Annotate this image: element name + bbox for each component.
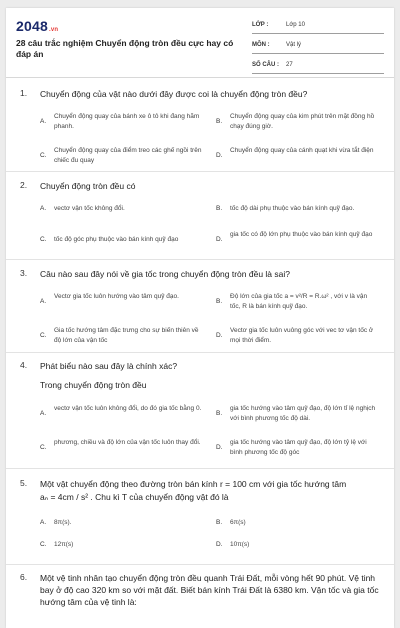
option-letter: B.: [216, 298, 223, 305]
meta-key: SỐ CÂU :: [252, 62, 279, 68]
option-letter: A.: [40, 410, 47, 417]
question-text: Phát biểu nào sau đây là chính xác?: [40, 361, 178, 371]
document-header: [6, 8, 394, 68]
option-text: Chuyển động quay của bánh xe ô tô khi đang hãm phanh.: [54, 113, 200, 130]
option-letter: A.: [40, 205, 47, 212]
option-letter: A.: [40, 118, 47, 125]
logo-suffix: .vn: [48, 27, 59, 33]
question-number: 6.: [20, 572, 28, 582]
question-text-line2: aₙ = 4cm / s² . Chu kì T của chuyển động vật đó là: [40, 492, 229, 502]
meta-key: LỚP :: [252, 22, 269, 28]
meta-value: 27: [286, 62, 293, 68]
option-letter: D.: [216, 332, 223, 339]
question-text: Chuyển động tròn đều có: [40, 181, 136, 191]
option-text: Vectơ gia tốc luôn vuông góc với vec tơ vận tốc ở mọi thời điểm.: [230, 327, 374, 344]
question-number: 2.: [20, 180, 28, 190]
meta-key: MÔN :: [252, 42, 270, 48]
question-number: 1.: [20, 88, 28, 98]
option-letter: B.: [216, 519, 223, 526]
option-text: tốc độ dài phụ thuộc vào bán kính quỹ đạo.: [230, 205, 355, 212]
site-logo[interactable]: [16, 18, 58, 34]
question-separator: [6, 352, 394, 353]
page-title: 28 câu trắc nghiệm Chuyển động tròn đều cực hay có đáp án: [16, 38, 234, 59]
option-text: 10π(s): [230, 541, 250, 548]
option-text: Chuyển động quay của cánh quạt khi vừa tắt điện: [230, 147, 374, 154]
header-divider: [6, 77, 394, 78]
question-separator: [6, 564, 394, 565]
question-text: Câu nào sau đây nói về gia tốc trong chuyển động tròn đều là sai?: [40, 269, 290, 279]
option-text: vectơ vận tốc không đổi.: [54, 205, 125, 212]
question-separator: [6, 259, 394, 260]
option-letter: A.: [40, 519, 47, 526]
option-text: vectơ vận tốc luôn không đổi, do đó gia tốc bằng 0.: [54, 405, 202, 412]
option-letter: B.: [216, 118, 223, 125]
option-letter: B.: [216, 205, 223, 212]
option-text: gia tốc hướng vào tâm quỹ đạo, độ lớn tỷ lệ với bình phương tốc độ góc: [230, 439, 367, 456]
option-letter: D.: [216, 236, 223, 243]
option-text: gia tốc có độ lớn phụ thuộc vào bán kính quỹ đạo: [230, 231, 373, 238]
meta-row-class: [252, 20, 384, 34]
option-text: gia tốc hướng vào tâm quỹ đạo, độ lớn tỉ lệ nghịch với bình phương tốc độ dài.: [230, 405, 376, 422]
meta-row-count: [252, 60, 384, 74]
option-text: phương, chiều và độ lớn của vận tốc luôn thay đổi.: [54, 439, 201, 446]
meta-row-subject: [252, 40, 384, 54]
option-letter: C.: [40, 332, 47, 339]
option-letter: A.: [40, 298, 47, 305]
logo-text: 2048: [16, 18, 48, 34]
question-number: 3.: [20, 268, 28, 278]
meta-panel: [252, 20, 384, 80]
option-text: 12π(s): [54, 541, 74, 548]
option-text: 8π(s).: [54, 519, 72, 526]
question-separator: [6, 468, 394, 469]
question-text: Chuyển động của vật nào dưới đây được coi là chuyển động tròn đều?: [40, 89, 308, 99]
document-page: [6, 8, 394, 628]
question-subtext: Trong chuyển động tròn đều: [40, 380, 147, 390]
option-letter: C.: [40, 541, 47, 548]
option-letter: B.: [216, 410, 223, 417]
option-text: Vectơ gia tốc luôn hướng vào tâm quỹ đạo.: [54, 293, 179, 300]
option-text: 6π(s): [230, 519, 246, 526]
option-letter: D.: [216, 444, 223, 451]
option-text: Chuyển động quay của kim phút trên mặt đồng hồ chạy đúng giờ.: [230, 113, 375, 130]
meta-value: Lớp 10: [286, 22, 305, 28]
question-number: 4.: [20, 360, 28, 370]
question-text: Một vật chuyển động theo đường tròn bán kính r = 100 cm với gia tốc hướng tâm: [40, 479, 347, 489]
option-letter: D.: [216, 152, 223, 159]
option-text: Độ lớn của gia tốc a = v²/R = R.ω² , với v là vận tốc, R là bán kính quỹ đạo.: [230, 293, 368, 310]
option-letter: D.: [216, 541, 223, 548]
question-number: 5.: [20, 478, 28, 488]
option-letter: C.: [40, 444, 47, 451]
meta-value: Vật lý: [286, 42, 302, 48]
option-letter: C.: [40, 152, 47, 159]
option-text: Gia tốc hướng tâm đặc trưng cho sự biến thiên về độ lớn của vận tốc: [54, 327, 199, 344]
option-text: Chuyển động quay của điểm treo các ghế ngồi trên chiếc đu quay: [54, 147, 202, 164]
option-letter: C.: [40, 236, 47, 243]
question-text: Một vệ tinh nhân tạo chuyển động tròn đều quanh Trái Đất, mỗi vòng hết 90 phút. Vệ tinh bay ở độ cao 320 km so với mặt đất. Biết bán kính Trái Đất là 6380 km. Vận tốc và gia tốc hướng tâm của vệ tinh là:: [40, 573, 379, 607]
question-separator: [6, 171, 394, 172]
option-text: tốc độ góc phụ thuộc vào bán kính quỹ đạo: [54, 236, 179, 243]
